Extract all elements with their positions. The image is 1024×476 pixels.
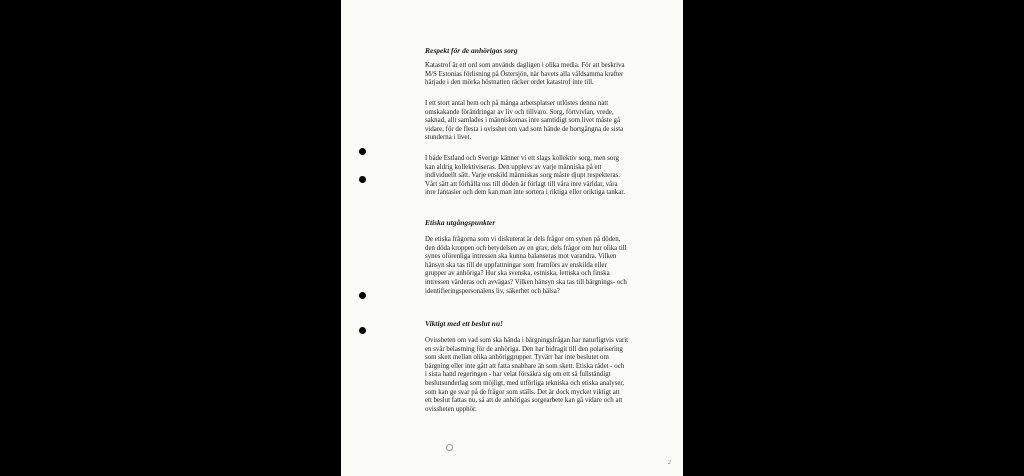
text-line: individuellt sätt. Varje enskild människas sorg måste djupt respekteras. <box>425 172 620 180</box>
text-line: I både Estland och Sverige känner vi ett slags kollektiv sorg, men sorg <box>425 155 619 162</box>
text-line: identifieringspersonalens liv, säkerhet och hälsa? <box>425 287 560 295</box>
text-line: intressen värderas och avvägas? Vilken hänsyn ska tas till bärgnings- och <box>425 278 627 286</box>
text-line: grupper av anhöriga? Hur ska svenska, estniska, lettiska och finska <box>425 270 610 278</box>
binder-hole-2 <box>359 176 366 183</box>
section-heading: Respekt för de anhörigas sorg <box>425 46 518 55</box>
text-line: ovissheten upphör. <box>425 405 477 413</box>
text-line: som kan ge svar på de frågor som ställs. Det är dock mycket viktigt att <box>425 388 620 396</box>
scan-mark-circle <box>446 444 453 451</box>
text-line: Katastrof är ett ord som används dagligen i olika media. För att beskriva <box>425 62 625 69</box>
text-line: I ett stort antal hem och på många arbetsplatser utlöstes denna natt <box>425 100 609 107</box>
text-line: en svår belastning för de anhöriga. Den har bidragit till den polarisering <box>425 345 623 353</box>
text-line: ett beslut fattas nu, så att de anhörigas sorgearbete kan gå vidare och att <box>425 397 623 405</box>
paragraph <box>425 62 675 88</box>
text-line: den döda kroppen och betydelsen av en grav, dels frågor om hur olika till <box>425 244 627 252</box>
binder-hole-1 <box>359 148 366 155</box>
paragraph <box>425 100 675 143</box>
section-heading: Etiska utgångspunkter <box>425 218 496 227</box>
text-line: kan aldrig kollektiviseras. Den upplevs av varje människa på ett <box>425 163 602 171</box>
text-line: i sista hand regeringen - har velat försäkra sig om ett så fullständigt <box>425 371 611 379</box>
binder-hole-4 <box>359 327 366 334</box>
binder-hole-3 <box>359 292 366 299</box>
text-line: M/S Estonias förlisning på Östersjön, när havets alla våldsamma krafter <box>425 70 624 78</box>
text-line: omskakande förändringar av liv och tillvaro. Sorg, förtvivlan, vrede, <box>425 108 614 116</box>
text-line: Ovissheten om vad som ska hända i bärgningsfrågan har naturligtvis varit <box>425 337 629 344</box>
text-line: saknad, allt samlades i människornas inre samtidigt som livet måste gå <box>425 117 621 125</box>
text-line: De etiska frågorna som vi diskuterat är dels frågor om synen på döden, <box>425 236 621 243</box>
paragraph <box>425 337 675 414</box>
text-line: beslutsunderlag som möjligt, med utförliga tekniska och etiska analyser, <box>425 379 625 387</box>
paragraph <box>425 236 675 296</box>
text-line: vidare, för de flesta i ovisshet om vad som hände de bortgångna de sista <box>425 125 624 133</box>
section-heading: Viktigt med ett beslut nu! <box>425 319 503 328</box>
text-line: som skett mellan olika anhöriggrupper. Tyvärr har inte beslutet om <box>425 354 609 362</box>
text-line: stunderna i livet. <box>425 134 472 142</box>
document-page <box>341 0 683 476</box>
text-line: härjade i den mörka höstnatten räcker ordet katastrof inte till. <box>425 79 594 87</box>
text-line: hänsyn ska tas till de uppfattningar som framförs av enskilda eller <box>425 261 607 269</box>
text-line: Vårt sätt att förhålla oss till döden är förlagt till våra inre världar, våra <box>425 180 618 188</box>
page-number: 2 <box>668 460 671 466</box>
text-line: synes oförenliga intressen ska kunna balanseras mot varandra. Vilken <box>425 253 617 261</box>
paragraph <box>425 155 675 198</box>
text-line: bärgning eller inte gått att fatta snabbare än som skett. Etiska rådet - och <box>425 362 625 370</box>
text-line: inre fantasier och dem kan man inte sortera i riktiga eller oriktiga tankar. <box>425 189 625 197</box>
